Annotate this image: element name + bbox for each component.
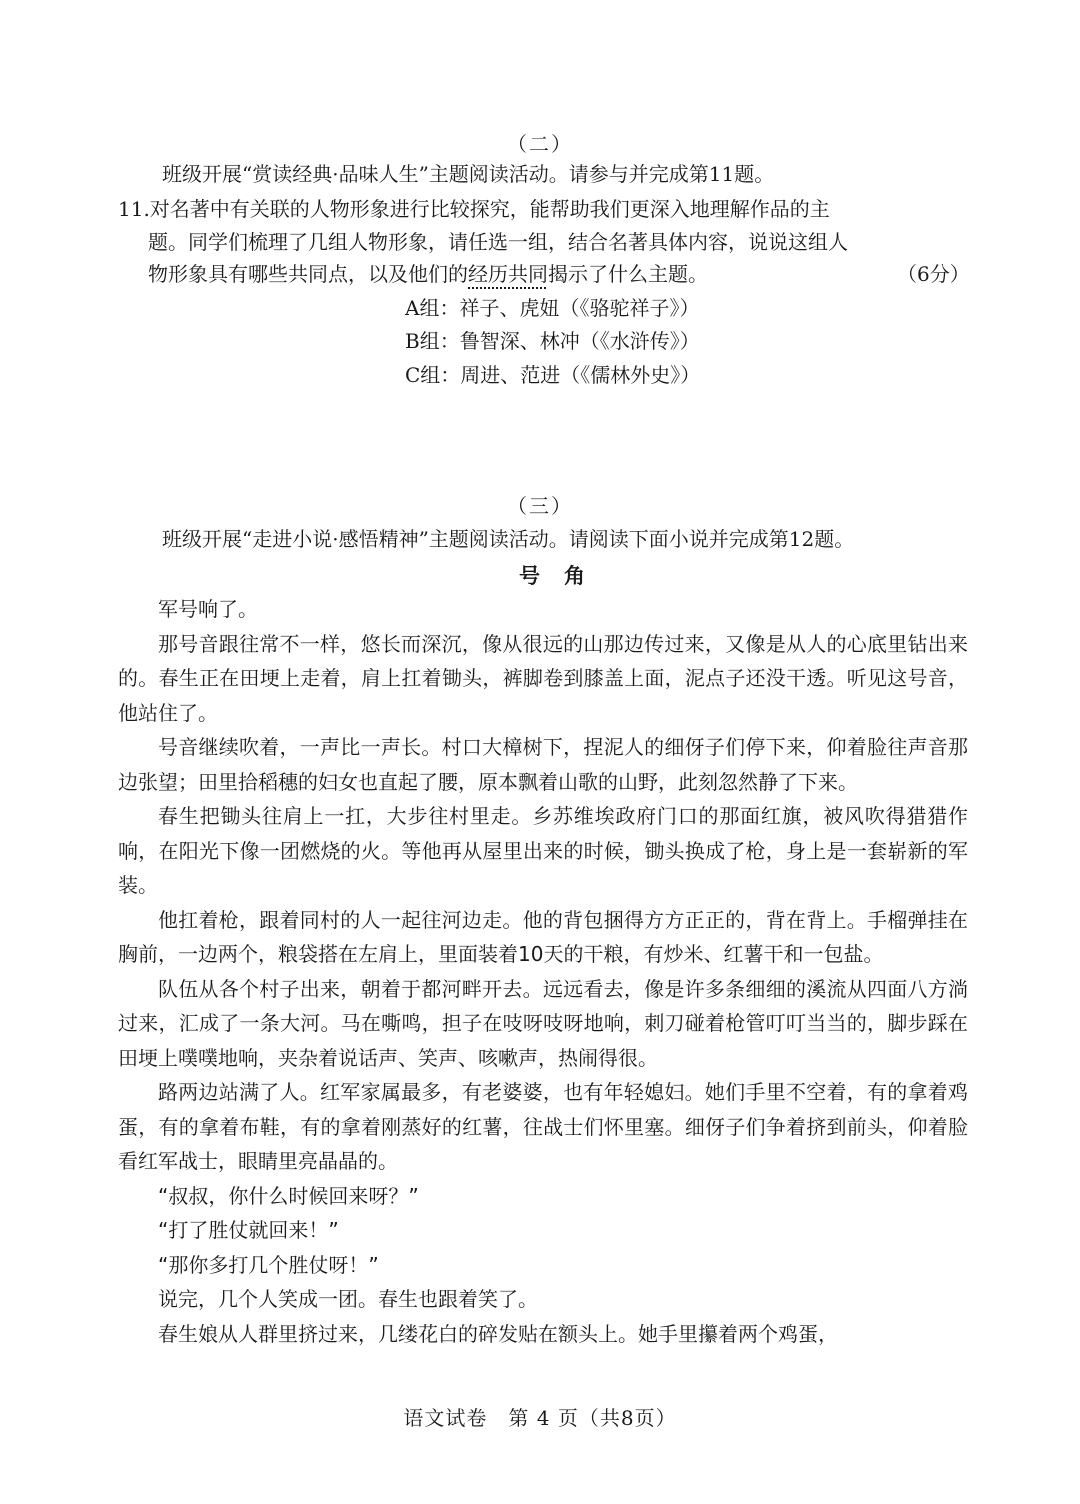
page-footer: 语文试卷 第 4 页（共8页） <box>403 1406 677 1430</box>
question-11-text: 物形象具有哪些共同点，以及他们的 <box>148 262 468 286</box>
group-a: A组：祥子、虎妞（《骆驼祥子》） <box>405 296 700 320</box>
story-dialogue: “打了胜仗就回来！” <box>158 1218 339 1242</box>
section-two-intro: 班级开展“赏读经典·品味人生”主题阅读活动。请参与并完成第11题。 <box>162 162 775 186</box>
story-paragraph: 春生娘从人群里挤过来，几缕花白的碎发贴在额头上。她手里攥着两个鸡蛋， <box>158 1321 838 1346</box>
story-body <box>118 592 968 1351</box>
story-paragraph: 他扛着枪，跟着同村的人一起往河边走。他的背包捆得方方正正的，背在背上。手榴弹挂在胸前，一边两个，粮袋搭在左肩上，里面装着10天的干粮，有炒米、红薯干和一包盐。 <box>118 907 968 966</box>
story-dialogue: “那你多打几个胜仗呀！” <box>158 1252 379 1277</box>
question-11-line-1: 11.对名著中有关联的人物形象进行比较探究，能帮助我们更深入地理解作品的主 <box>118 197 830 221</box>
story-paragraph: 春生把锄头往肩上一扛，大步往村里走。乡苏维埃政府门口的那面红旗，被风吹得猎猎作响，在阳光下像一团燃烧的火。等他再从屋里出来的时候，锄头换成了枪，身上是一套崭新的军装。 <box>118 804 968 897</box>
group-b: B组：鲁智深、林冲（《水浒传》） <box>405 329 700 353</box>
story-paragraph: 那号音跟往常不一样，悠长而深沉，像从很远的山那边传过来，又像是从人的心底里钻出来的。春生正在田埂上走着，肩上扛着锄头，裤脚卷到膝盖上面，泥点子还没干透。听见这号音，他站住了。 <box>118 631 968 725</box>
story-dialogue: “叔叔，你什么时候回来呀？” <box>158 1183 419 1208</box>
section-three-intro: 班级开展“走进小说·感悟精神”主题阅读活动。请阅读下面小说并完成第12题。 <box>162 527 855 551</box>
story-paragraph: 队伍从各个村子出来，朝着于都河畔开去。远远看去，像是许多条细细的溪流从四面八方淌过来，汇成了一条大河。马在嘶鸣，担子在吱呀吱呀地响，刺刀碰着枪管叮叮当当的，脚步踩在田埂上噗噗地响，夹杂着说话声、笑声、咳嗽声，热闹得很。 <box>118 976 968 1070</box>
section-two-heading: （二） <box>507 132 573 156</box>
story-title: 号角 <box>519 563 609 588</box>
question-11-line-2: 题。同学们梳理了几组人物形象，请任选一组，结合名著具体内容，说说这组人 <box>148 230 848 254</box>
question-11-text-end: 揭示了什么主题。 <box>548 262 708 286</box>
question-11-line-3 <box>148 260 708 288</box>
group-c: C组：周进、范进（《儒林外史》） <box>405 363 701 387</box>
story-paragraph: 路两边站满了人。红军家属最多，有老婆婆，也有年轻媳妇。她们手里不空着，有的拿着鸡蛋，有的拿着布鞋，有的拿着刚蒸好的红薯，往战士们怀里塞。细伢子们争着挤到前头，仰着脸看红军战士，眼睛里亮晶晶的。 <box>118 1080 968 1173</box>
emphasized-text: 经历共同 <box>468 262 548 286</box>
story-paragraph: 说完，几个人笑成一团。春生也跟着笑了。 <box>158 1287 538 1311</box>
question-score: （6分） <box>897 262 970 286</box>
section-three-heading: （三） <box>507 494 573 518</box>
story-paragraph: 军号响了。 <box>158 597 258 621</box>
story-paragraph: 号音继续吹着，一声比一声长。村口大樟树下，捏泥人的细伢子们停下来，仰着脸往声音那边张望；田里拾稻穗的妇女也直起了腰，原本飘着山歌的山野，此刻忽然静了下来。 <box>118 735 968 794</box>
